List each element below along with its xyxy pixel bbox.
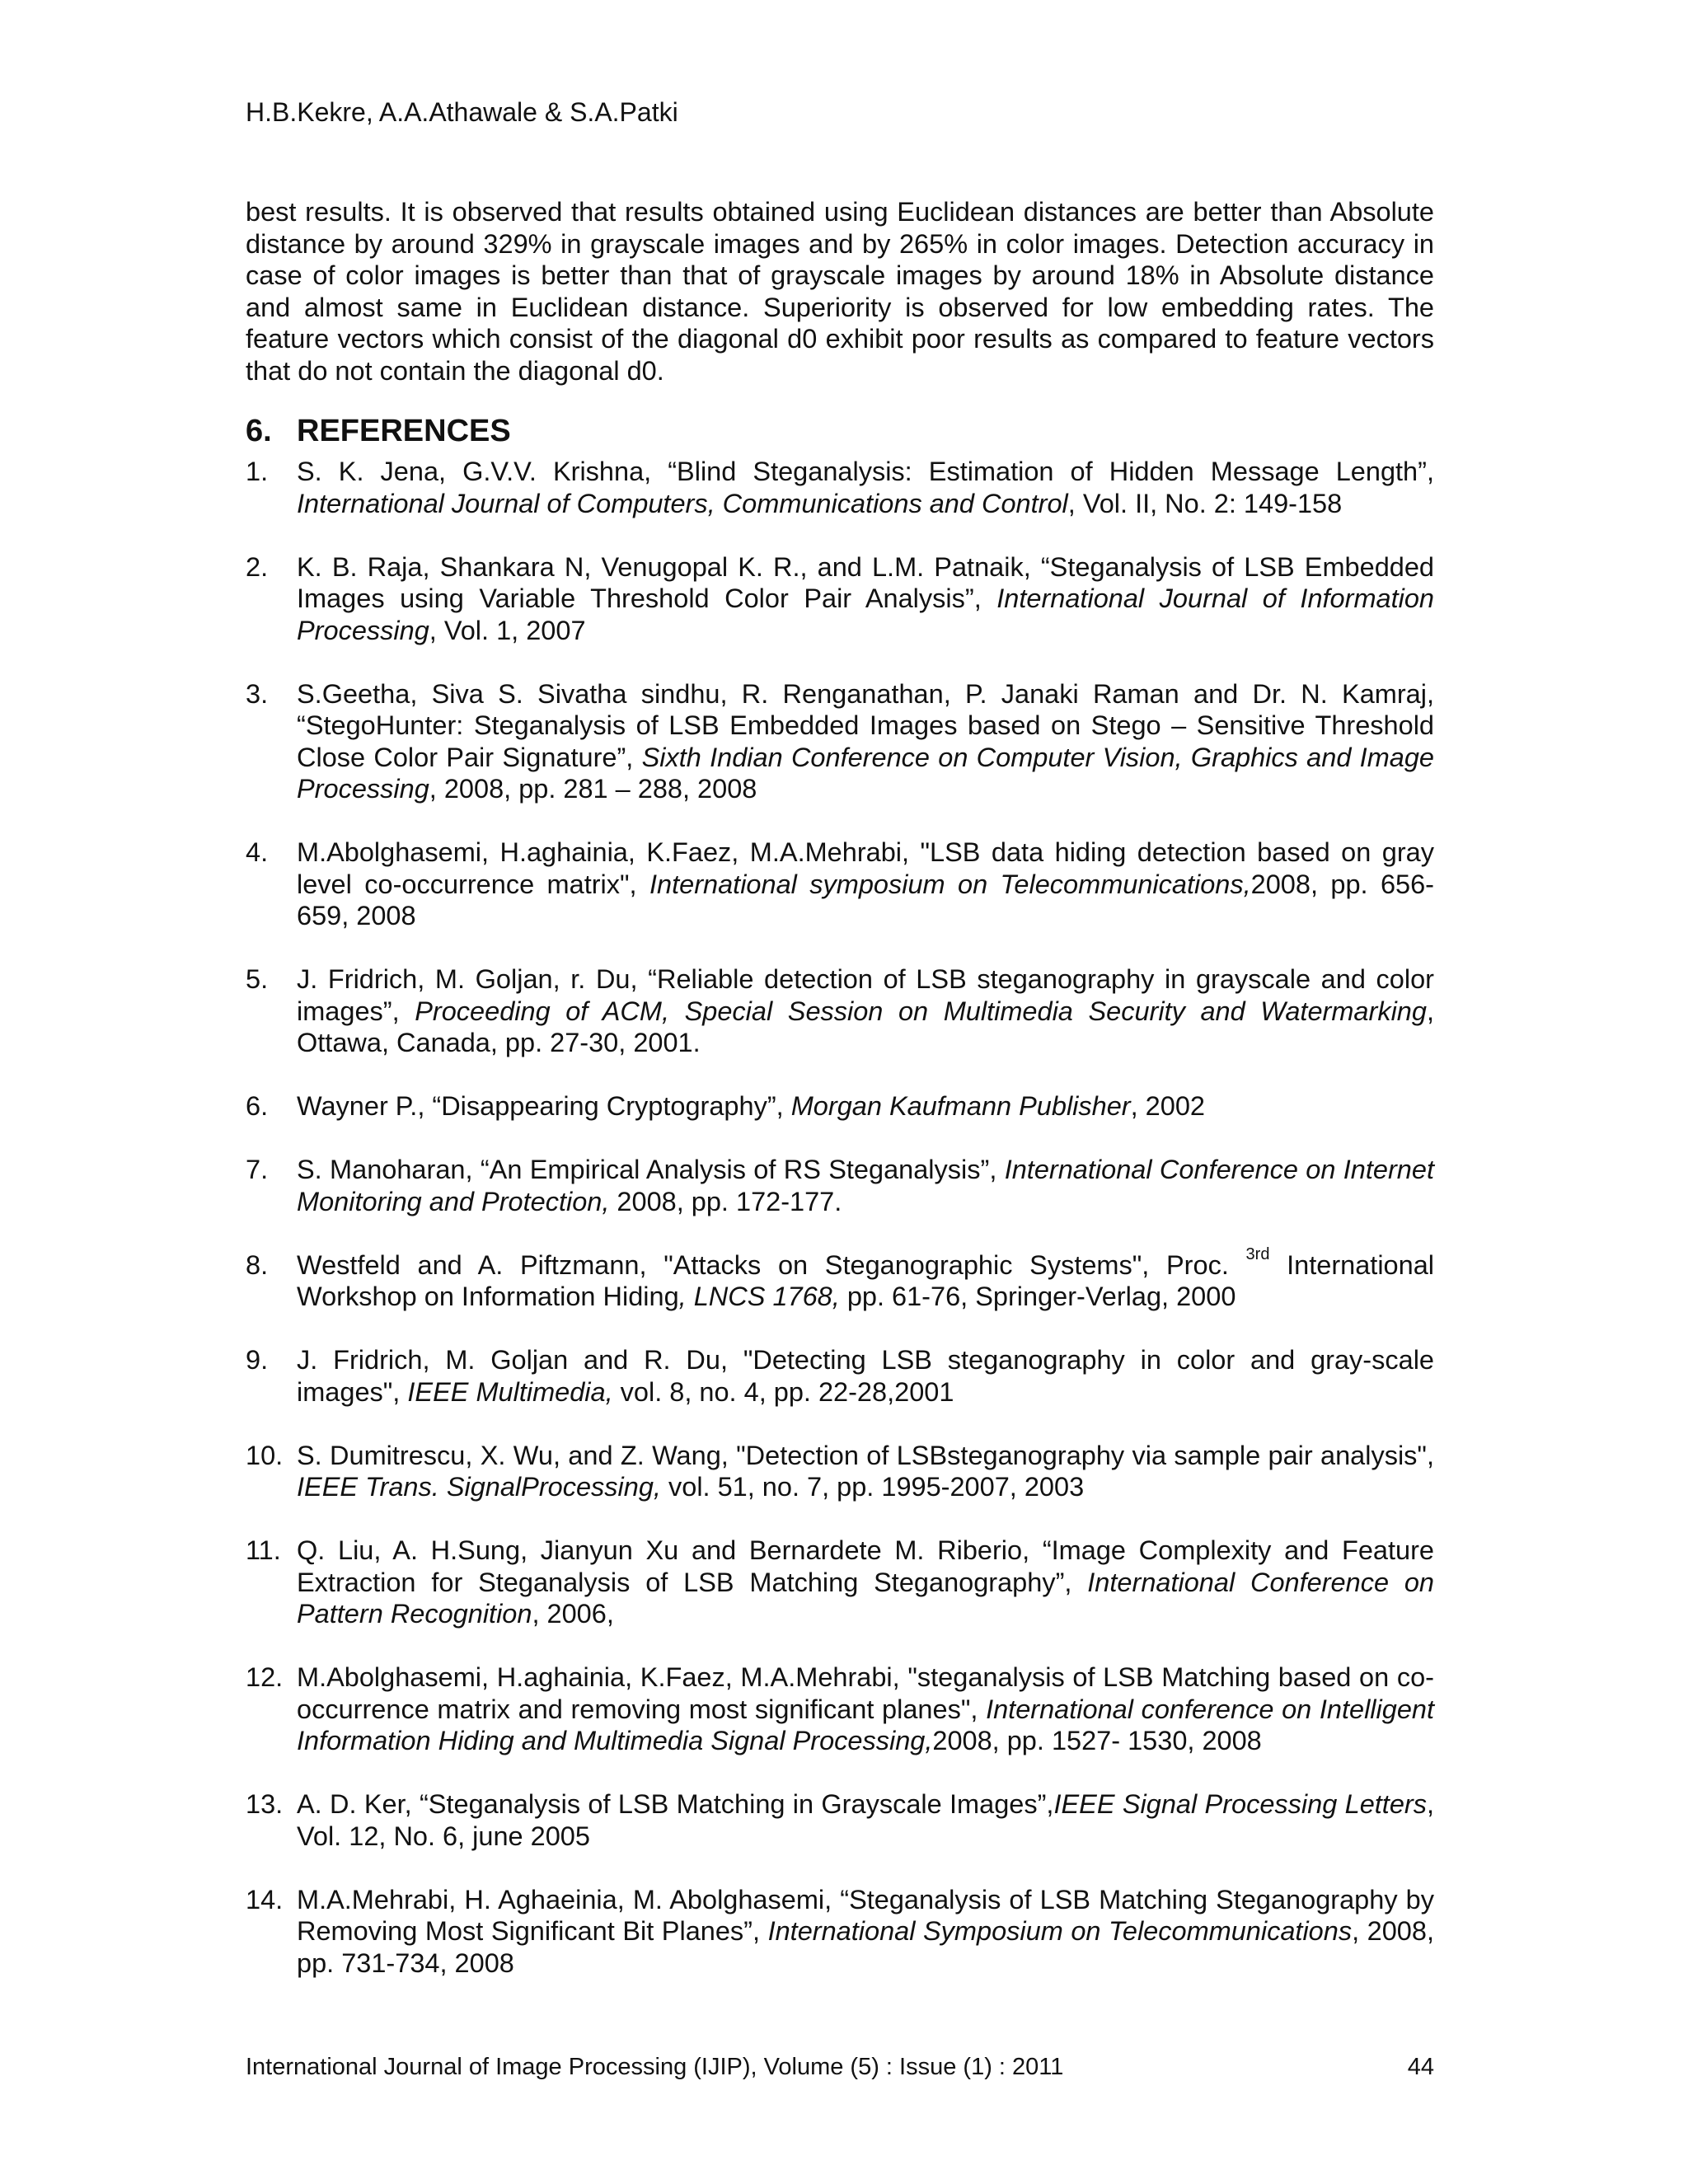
reference-venue: IEEE Trans. SignalProcessing, [297,1472,661,1502]
reference-item [246,837,1434,932]
reference-number: 5. [246,964,269,994]
reference-details: , 2006, [532,1599,614,1629]
reference-number: 12. [246,1662,284,1692]
reference-list [246,456,1434,2011]
running-footer [246,2054,1434,2081]
reference-number: 1. [246,457,269,486]
section-heading [246,414,1434,449]
reference-text: J. Fridrich, M. Goljan and R. Du, "Detecting LSB steganography in color and gray-scale images", [297,1345,1434,1407]
reference-item [246,1344,1434,1408]
reference-item [246,963,1434,1059]
reference-details: , 2008, pp. 731-734, 2008 [297,1916,1434,1978]
reference-item [246,1244,1434,1313]
reference-venue: , LNCS 1768, [678,1282,840,1311]
reference-details: , Vol. II, No. 2: 149-158 [1067,488,1343,518]
reference-text: S. Manoharan, “An Empirical Analysis of RS Steganalysis”, [297,1155,1005,1184]
reference-venue: International Journal of Computers, Communications and Control [297,488,1068,518]
reference-details: , Ottawa, Canada, pp. 27-30, 2001. [297,996,1434,1057]
reference-venue: International conference on Intelligent Information Hiding and Multimedia Signal Processing, [297,1694,1435,1755]
reference-details: vol. 8, no. 4, pp. 22-28,2001 [612,1376,954,1407]
reference-number: 9. [246,1345,269,1375]
reference-venue: Morgan Kaufmann Publisher [790,1091,1131,1121]
reference-text: S.Geetha, Siva S. Sivatha sindhu, R. Renganathan, P. Janaki Raman and Dr. N. Kamraj, “StegoHunter: Steganalysis of LSB Embedded Images based on Stego – Sensitive Threshold Close Color Pair Signature”, [297,678,1434,772]
reference-number: 7. [246,1155,269,1184]
reference-number: 8. [246,1249,269,1280]
reference-text: M.Abolghasemi, H.aghainia, K.Faez, M.A.Mehrabi, "steganalysis of LSB Matching based on co-occurrence matrix and removing most significant planes", [297,1662,1434,1724]
reference-item [246,1884,1434,1980]
reference-details: pp. 61-76, Springer-Verlag, 2000 [839,1282,1236,1311]
reference-item [246,678,1434,805]
reference-number: 2. [246,551,269,582]
reference-venue: International symposium on Telecommunications, [649,869,1251,899]
reference-venue: International Symposium on Telecommunications [767,1916,1353,1946]
reference-number: 3. [246,678,269,709]
reference-item [246,1661,1434,1757]
reference-venue: International Conference on Internet Monitoring and Protection, [297,1155,1434,1216]
reference-text: S. Dumitrescu, X. Wu, and Z. Wang, "Detection of LSBsteganography via sample pair analysis", [297,1440,1434,1470]
conclusion-paragraph: best results. It is observed that results obtained using Euclidean distances are better than Absolute distance by around 329% in grayscale images and by 265% in color images. Detection accuracy in case of color images is better than that of grayscale images by around 18% in Absolute distance and almost same in Euclidean distance. Superiority is observed for low embedding rates. The feature vectors which consist of the diagonal d0 exhibit poor results as compared to feature vectors that do not contain the diagonal d0. [246,197,1434,386]
reference-venue: IEEE Signal Processing Letters [1053,1789,1427,1819]
reference-details: , Vol. 1, 2007 [429,615,586,645]
reference-text: Q. Liu, A. H.Sung, Jianyun Xu and Bernardete M. Riberio, “Image Complexity and Feature Extraction for Steganalysis of LSB Matching Steganography”, [297,1535,1434,1597]
reference-item [246,1535,1434,1630]
reference-text: Westfeld and A. Piftzmann, "Attacks on Steganographic Systems", Proc. [297,1249,1246,1280]
reference-item [246,456,1434,519]
reference-venue: Proceeding of ACM, Special Session on Multimedia Security and Watermarking [415,996,1427,1026]
reference-text: M.A.Mehrabi, H. Aghaeinia, M. Abolghasemi, “Steganalysis of LSB Matching Steganography by Removing Most Significant Bit Planes”, [297,1884,1434,1946]
reference-text: Wayner P., “Disappearing Cryptography”, [297,1091,791,1121]
reference-details: , 2008, pp. 281 – 288, 2008 [429,774,757,804]
reference-item [246,1154,1434,1217]
reference-number: 14. [246,1884,284,1915]
reference-text: A. D. Ker, “Steganalysis of LSB Matching in Grayscale Images”, [297,1789,1054,1819]
reference-item [246,1788,1434,1852]
page-number: 44 [1407,2054,1434,2080]
reference-item [246,551,1434,647]
reference-number: 11. [246,1535,281,1565]
section-title: REFERENCES [297,414,511,448]
reference-venue: International Journal of Information Processing [297,583,1434,645]
reference-details: vol. 51, no. 7, pp. 1995-2007, 2003 [660,1472,1085,1502]
reference-text: M.Abolghasemi, H.aghainia, K.Faez, M.A.Mehrabi, "LSB data hiding detection based on gray level co-occurrence matrix", [297,837,1434,899]
reference-details: 2008, pp. 1527- 1530, 2008 [932,1726,1262,1755]
reference-number: 4. [246,837,269,867]
ordinal-superscript: 3rd [1245,1244,1270,1263]
reference-item [246,1090,1434,1122]
reference-text: J. Fridrich, M. Goljan, r. Du, “Reliable detection of LSB steganography in grayscale and color images”, [297,964,1434,1026]
reference-number: 13. [246,1789,284,1819]
reference-number: 10. [246,1440,284,1470]
section-number: 6. [246,414,272,448]
reference-details: 2008, pp. 172-177. [609,1186,842,1216]
reference-text: K. B. Raja, Shankara N, Venugopal K. R., and L.M. Patnaik, “Steganalysis of LSB Embedded Images using Variable Threshold Color Pair Analysis”, [297,551,1434,613]
footer-journal: International Journal of Image Processing (IJIP), Volume (5) : Issue (1) : 2011 [246,2054,1064,2080]
reference-details: , Vol. 12, No. 6, june 2005 [297,1789,1435,1851]
reference-venue: Sixth Indian Conference on Computer Vision, Graphics and Image Processing [297,742,1434,804]
reference-venue: IEEE Multimedia, [407,1376,613,1407]
reference-number: 6. [246,1091,269,1121]
reference-details: 2008, pp. 656-659, 2008 [297,869,1435,930]
reference-text: S. K. Jena, G.V.V. Krishna, “Blind Steganalysis: Estimation of Hidden Message Length”, [297,457,1434,486]
reference-details: , 2002 [1130,1091,1205,1121]
running-header [246,97,1434,128]
reference-text-continued: International Workshop on Information Hiding [297,1249,1434,1311]
reference-venue: International Conference on Pattern Recognition [297,1567,1435,1629]
reference-item [246,1440,1434,1503]
header-authors: H.B.Kekre, A.A.Athawale & S.A.Patki [246,97,678,127]
